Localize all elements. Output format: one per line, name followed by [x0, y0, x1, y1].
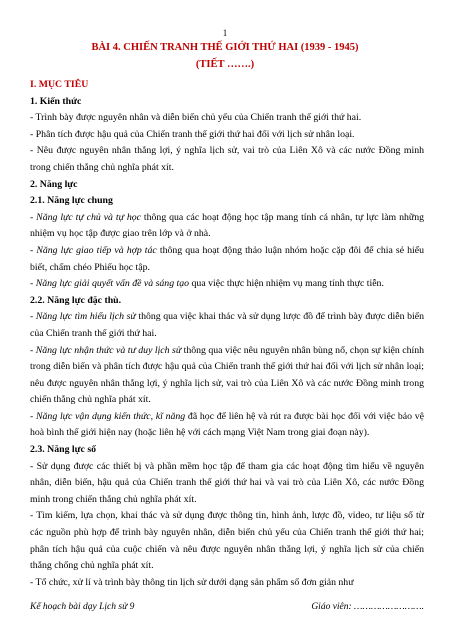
footer-left: Kế hoạch bài dạy Lịch sử 9: [30, 602, 135, 612]
specific-competency-1: [30, 309, 424, 342]
knowledge-item-3: - Nêu được nguyên nhân thắng lợi, ý nghĩa lịch sử, vai trò của Liên Xô và các nước Đồng minh trong chiến thắng chủ nghĩa phát xít.: [30, 145, 424, 173]
heading-competencies: 2. Năng lực: [30, 178, 78, 190]
digital-competency-1: - Sử dụng được các thiết bị và phần mềm học tập để tham gia các hoạt động tìm hiểu về nguyên nhân, diễn biến, hậu quả của Chiến tranh thế giới thứ hai và vai trò của Liên Xô, các nước Đồng minh trong chiến thắng chủ nghĩa phát xít.: [30, 460, 424, 505]
competency-desc: qua việc thực hiện nhiệm vụ mang tính thực tiễn.: [189, 278, 384, 290]
competency-desc: thông qua hoạt động thảo luận nhóm hoặc cặp đôi để chia sẻ hiểu biết, chấm chéo Phiếu học tập.: [30, 244, 424, 273]
knowledge-item-2: - Phân tích được hậu quả của Chiến tranh thế giới thứ hai đối với lịch sử nhân loại.: [30, 128, 355, 140]
general-competency-2: [30, 243, 424, 276]
digital-competency-2: - Tìm kiếm, lựa chọn, khai thác và sử dụng được thông tin, hình ảnh, lược đồ, video, tư liệu số từ các nguồn phù hợp để trình bày nguyên nhân, diễn biến chủ yếu của Chiến tranh thế giới thứ hai; phân tích hậu quả của cuộc chiến và nêu được nguyên nhân thắng lợi, ý nghĩa lịch sử của chiến thắng chống chủ nghĩa phát xít.: [30, 510, 424, 572]
heading-general-competencies: 2.1. Năng lực chung: [30, 195, 113, 207]
competency-desc: đã học để liên hệ và rút ra được bài học đối với việc bảo vệ hoà bình thế giới hiện nay (hoặc liên hệ với cách mạng Việt Nam trong giai đoạn này).: [30, 410, 425, 439]
heading-digital-competencies: 2.3. Năng lực số: [30, 444, 97, 456]
competency-name: - Năng lực giao tiếp và hợp tác: [30, 244, 157, 256]
footer-right: Giáo viên: …………………….: [311, 602, 424, 612]
competency-desc: thông qua việc nêu nguyên nhân bùng nổ, chọn sự kiện chính trong diễn biến và phân tích được hậu quả của Chiến tranh thế giới thứ hai đối với lịch sử nhân loại; nêu được nguyên nhân thắng lợi, ý nghĩa lịch sử, vai trò của Liên Xô và các nước Đồng minh trong chiến thắng chủ nghĩa phát xít.: [30, 344, 425, 406]
competency-name: - Năng lực tự chủ và tự học: [30, 211, 141, 223]
lesson-period: (TIẾT …….): [195, 59, 255, 70]
general-competency-1: [30, 210, 424, 243]
document-body: [30, 77, 424, 591]
competency-desc: thông qua các hoạt động học tập mang tính cá nhân, tự lực làm những nhiệm vụ học tập được giao trên lớp và ở nhà.: [30, 211, 424, 240]
digital-competency-3: - Tổ chức, xử lí và trình bày thông tin lịch sử dưới dạng sản phẩm số đơn giản như: [30, 576, 354, 588]
specific-competency-3: [30, 409, 424, 442]
page-footer: [30, 602, 424, 612]
competency-name: - Năng lực nhận thức và tư duy lịch sử: [30, 344, 182, 356]
heading-specific-competencies: 2.2. Năng lực đặc thù.: [30, 294, 122, 306]
heading-objectives: I. MỤC TIÊU: [30, 79, 89, 90]
specific-competency-2: [30, 343, 424, 409]
heading-knowledge: 1. Kiến thức: [30, 95, 82, 107]
competency-name: - Năng lực tìm hiểu lịch sử: [30, 311, 136, 323]
competency-name: - Năng lực vận dụng kiến thức, kĩ năng: [30, 410, 186, 422]
competency-name: - Năng lực giải quyết vấn đề và sáng tạo: [30, 278, 190, 290]
lesson-title: BÀI 4. CHIẾN TRANH THẾ GIỚI THỨ HAI (1939 - 1945): [91, 42, 359, 53]
general-competency-3: [30, 276, 424, 293]
page-number: 1: [222, 28, 228, 38]
competency-desc: thông qua việc khai thác và sử dụng lược đồ để trình bày được diễn biến của Chiến tranh thế giới thứ hai.: [30, 311, 424, 339]
knowledge-item-1: - Trình bày được nguyên nhân và diễn biến chủ yếu của Chiến tranh thế giới thứ hai.: [30, 112, 362, 124]
